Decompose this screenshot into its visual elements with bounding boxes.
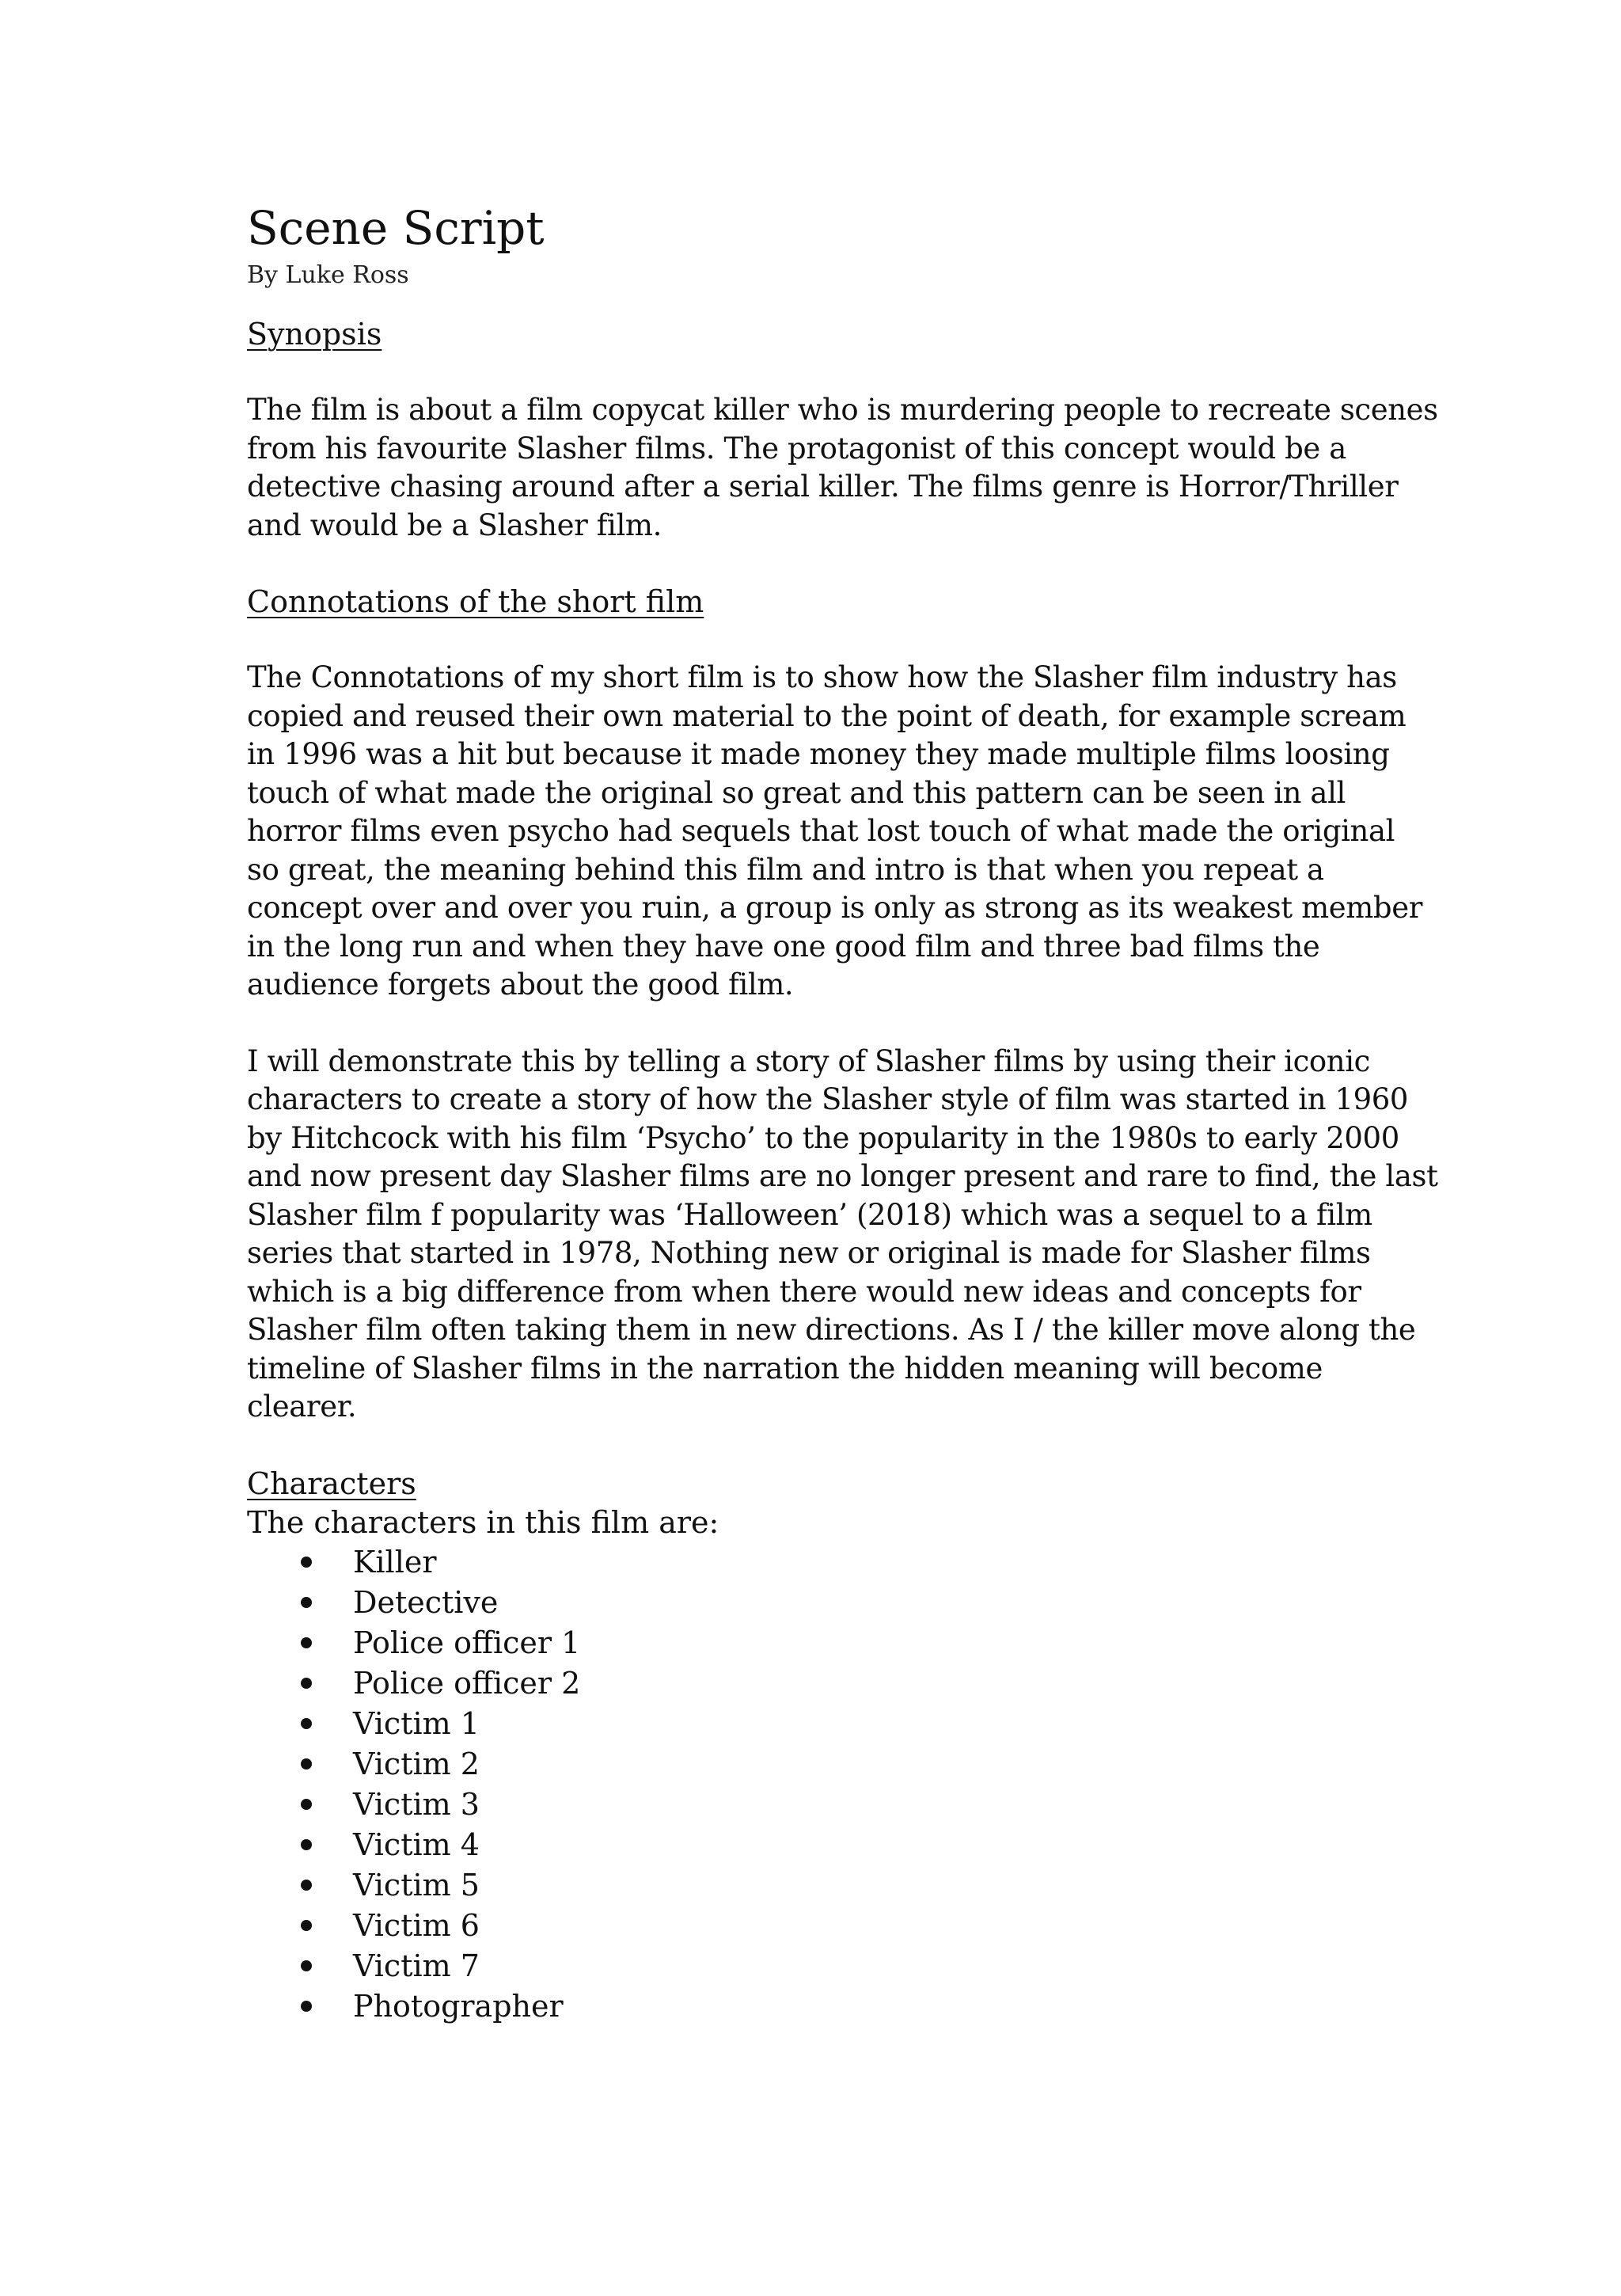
bullet-icon	[301, 1758, 312, 1770]
connotations-line: in the long run and when they have one good film and three bad films the	[247, 929, 1320, 964]
bullet-icon	[301, 2001, 312, 2012]
connotations-paragraph-1	[247, 659, 1423, 1005]
list-item	[301, 1583, 1395, 1623]
bullet-icon	[301, 1678, 312, 1689]
connotations-line: which is a big difference from when there would new ideas and concepts for	[247, 1274, 1361, 1309]
document-content	[247, 196, 1438, 2027]
bullet-icon	[301, 1880, 312, 1891]
characters-heading: Characters	[247, 1465, 416, 1501]
connotations-line: Slasher film f popularity was ‘Halloween’ (2018) which was a sequel to a film	[247, 1197, 1372, 1232]
character-name: Victim 3	[353, 1786, 480, 1822]
list-item	[301, 1986, 1395, 2027]
connotations-line: clearer.	[247, 1389, 357, 1424]
list-item	[301, 1623, 1395, 1663]
connotations-line: timeline of Slasher films in the narration the hidden meaning will become	[247, 1351, 1323, 1386]
connotations-line: The Connotations of my short film is to show how the Slasher film industry has	[247, 660, 1397, 694]
connotations-line: I will demonstrate this by telling a story of Slasher films by using their iconic	[247, 1043, 1370, 1078]
connotations-line: copied and reused their own material to the point of death, for example scream	[247, 698, 1407, 733]
connotations-paragraph-2	[247, 1043, 1438, 1427]
bullet-icon	[301, 1557, 312, 1568]
connotations-line: and now present day Slasher films are no longer present and rare to find, the last	[247, 1159, 1438, 1193]
connotations-line: by Hitchcock with his film ‘Psycho’ to the popularity in the 1980s to early 2000	[247, 1120, 1399, 1155]
connotations-line: Slasher film often taking them in new directions. As I / the killer move along the	[247, 1313, 1416, 1347]
character-name: Killer	[353, 1544, 437, 1579]
synopsis-line: detective chasing around after a serial killer. The films genre is Horror/Thriller	[247, 469, 1399, 504]
synopsis-paragraph	[247, 391, 1438, 545]
list-item	[301, 1946, 1395, 1986]
connotations-line: touch of what made the original so great and this pattern can be seen in all	[247, 775, 1346, 810]
bullet-icon	[301, 1920, 312, 1931]
character-name: Police officer 2	[353, 1665, 581, 1701]
bullet-icon	[301, 1597, 312, 1608]
document-byline: By Luke Ross	[247, 261, 409, 289]
synopsis-line: and would be a Slasher film.	[247, 507, 662, 542]
list-item	[301, 1704, 1395, 1744]
document-title: Scene Script	[247, 201, 545, 255]
connotations-line: so great, the meaning behind this film and intro is that when you repeat a	[247, 852, 1324, 887]
list-item	[301, 1865, 1395, 1906]
character-name: Victim 7	[353, 1948, 480, 1983]
list-item	[301, 1542, 1395, 1583]
connotations-heading: Connotations of the short film	[247, 584, 704, 619]
character-name: Victim 4	[353, 1827, 480, 1862]
character-name: Police officer 1	[353, 1625, 581, 1660]
list-item	[301, 1744, 1395, 1785]
bullet-icon	[301, 1718, 312, 1729]
bullet-icon	[301, 1637, 312, 1648]
list-item	[301, 1906, 1395, 1946]
character-name: Detective	[353, 1584, 499, 1620]
characters-intro: The characters in this film are:	[247, 1504, 719, 1540]
connotations-line: characters to create a story of how the Slasher style of film was started in 1960	[247, 1082, 1409, 1116]
character-name: Victim 5	[353, 1867, 480, 1903]
bullet-icon	[301, 1799, 312, 1810]
synopsis-heading: Synopsis	[247, 317, 382, 352]
connotations-line: horror films even psycho had sequels that lost touch of what made the original	[247, 814, 1395, 848]
connotations-line: series that started in 1978, Nothing new or original is made for Slasher films	[247, 1236, 1371, 1270]
synopsis-line: from his favourite Slasher films. The protagonist of this concept would be a	[247, 431, 1346, 466]
connotations-line: in 1996 was a hit but because it made money they made multiple films loosing	[247, 737, 1390, 771]
list-item	[301, 1663, 1395, 1704]
connotations-line: concept over and over you ruin, a group is only as strong as its weakest member	[247, 891, 1423, 925]
character-name: Photographer	[353, 1988, 564, 2024]
character-name: Victim 2	[353, 1746, 480, 1781]
connotations-line: audience forgets about the good film.	[247, 967, 794, 1002]
bullet-icon	[301, 1839, 312, 1850]
characters-list	[247, 1542, 1395, 2027]
list-item	[301, 1825, 1395, 1865]
character-name: Victim 1	[353, 1705, 480, 1741]
character-name: Victim 6	[353, 1907, 480, 1943]
list-item	[301, 1785, 1395, 1825]
synopsis-line: The film is about a film copycat killer who is murdering people to recreate scenes	[247, 393, 1438, 427]
bullet-icon	[301, 1960, 312, 1971]
